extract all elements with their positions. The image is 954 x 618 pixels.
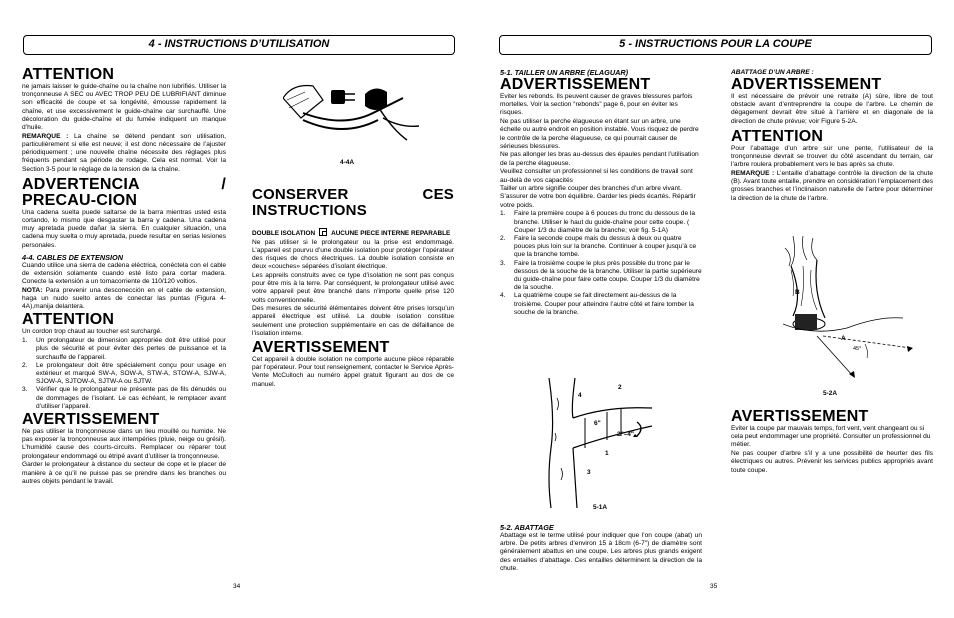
list-item [500,292,702,317]
extension-cord-illustration [283,78,423,158]
attention-heading: ATTENTION [731,127,824,145]
body-text: Una cadena suelta puede saltarse de la barra mientras usted esta cortando, lo mismo que desgastar la barra y cadena. Una cadena muy apretada puede dañar la sierra. En cualquier situación, una cadena muy suelta o muy apretada, puede resultar en serias lesiones personales. [22,208,226,249]
list-item [500,235,702,260]
list-number: 1. [22,337,28,345]
figure-number: 2 [618,384,622,391]
list-text: Le prolongateur doit être spécialement conçu pour usage en extérieur et marqué SW-A, SOW-A, STW-A, STOW-A, SJW-A, SJOW-A, SJTOW-A, SJTW-A ou SJTW. [36,361,226,386]
conserver-heading: CONSERVER CES INSTRUCTIONS [252,186,454,219]
remark-label: REMARQUE : [731,169,775,177]
body-text: Des mesures de sécurité élémentaires doivent être prises lorsqu’un appareil électrique est utilisé. La double isolation constitue seulement une protection supplémentaire en cas de défaillance de l’isolation interne. [252,305,454,337]
subsection-heading: ABATTAGE D’UN ARBRE : [731,69,814,76]
figure-letter: B [795,289,800,296]
branch-cutting-illustration [537,378,657,508]
body-text: Eviter les rebonds. Ils peuvent causer de graves blessures parfois mortelles. Voir la section “rebonds” page 6, pour en éviter les risques. [500,93,693,117]
body-text: Ne pas allonger les bras au-dessus des épaules pendant l’utilisation de la perche élagueuse. [500,151,699,167]
attention-heading: ATTENTION [22,311,115,329]
figure-caption: 5-2A [823,390,838,397]
body-text: Un cordon trop chaud au toucher est surchargé. [22,328,163,336]
left-column-2 [252,186,454,389]
list-item [22,386,226,411]
body-text: Les appreils construits avec ce type d’isolation ne sont pas conçus pour être mis à la terre. Par conséquent, le prolongateur utilisé avec votre appareil peut être branché dans n’importe quelle prise 120 volts conventionnelle. [252,271,454,304]
right-column-2-bottom [731,408,933,475]
note-text: Para prevenir una desconección en el cable de extension, haga un nudo suelto antes de conectar las puntas (Figura 4-4A),manija delantera. [22,286,226,311]
figure-dimension: 2"–4" [617,431,635,438]
remark-paragraph [731,170,933,203]
body-text: Il est nécessaire de prévoir une retraite (A) sûre, libre de tout obstacle avant d’entreprendre la coupe de l’arbre. Le chemin de dégagement devrait être situé à l’arrière et en diagonale de la direction de chute prévue; voir Figure 5-2A. [731,93,933,125]
tree-felling-illustration [783,236,923,386]
subsection-heading: 5-1. TAILLER UN ARBRE (ELAGUAR) [500,68,629,77]
right-column-1-bottom [500,520,702,574]
list-text: Faire la première coupe à 6 pouces du tronc du dessous de la branche. Utiliser le haut du guide-chaîne pour cette coupe. ( Couper 1/3 du diamètre de la branche; voir fig. 5-1A) [514,210,696,234]
warning-heading: ADVERTISSEMENT [731,76,882,93]
list-text: Faire la seconde coupe mais du dessus à deux ou quatre pouces plus loin sur la branche. Continuer à couper jusqu’à ce que la branche tombe. [514,234,697,259]
body-text: Garder le prolongateur à distance du secteur de cope et le placer de manière à ce qu’il ne puisse pas se prendre dans les branches ou autres objets pendant le travail. [22,461,226,485]
subsection-heading: 4-4. CABLES DE EXTENSION [22,252,123,262]
note-label: NOTA: [22,286,43,294]
remark-text: La chaîne se détend pendant son utilisation, particulièrement si elle est neuve; il est donc nécessaire de l’ajuster périodiquement ; une nouvelle chaîne nécessite des réglages plus fréquents pendant sa période de rodage. Cela est normal. Voir la Section 3-5 pour le réglage de la tension de la chaîne. [22,132,226,173]
body-text: Veuillez consulter un professionnel si les conditions de travail sont au-delà de vos capacités [500,168,693,184]
list-text: Un prolongateur de dimension appropriée doit être utilisé pour plus de sécurité et pour éviter des pertes de puissance et la surchauffe de l’appareil. [36,337,226,361]
warning-heading: AVERTISSEMENT [22,411,160,428]
body-text: Abattage est le terme utilisé pour indiquer que l’on coupe (abat) un arbre. De petits arbres d’environ 15 à 18cm (6-7") de diamètre sont généralement abattus en une coupe. Les arbres plus grands exigent des entailles d’abattage. Ces entailles déterminent la direction de la chute. [500,532,702,572]
list-text: Vérifier que le prolongateur ne présente pas de fils dénudés ou de dommages de l’isolant. Le cas échéant, le remplacer avant d’utiliser l’appareil. [36,386,226,410]
body-text: Pour l’abattage d’un arbre sur une pente, l’utilisateur de la tronçonneuse devrait se trouver du côté ascendant du terrain, car l’arbre roulera probablement vers le bas après sa chute. [731,144,933,169]
list-number: 2. [500,234,506,242]
list-number: 3. [22,386,28,394]
double-insulation-header [252,228,454,239]
no-parts-label: AUCUNE PIECE INTERNE REPARABLE [331,230,451,237]
figure-dimension: 6" [594,420,601,427]
figure-number: 4 [578,392,582,399]
subsection-heading: 5-2. ABATTAGE [500,523,554,532]
section-header: 5 - INSTRUCTIONS POUR LA COUPE [499,35,932,55]
figure-letter: A [841,335,846,342]
body-text: Ne pas utiliser la perche élagueuse en étant sur un arbre, une échelle ou autre endroit en position instable. Vous risquez de perdre le contrôle de la perche élagueuse, ce qui pourrait causer de sérieuses blessures. [500,118,699,150]
list-number: 4. [500,292,506,300]
list-text: La quatrième coupe se fait directement au-dessus de la troisième. Couper pour atteindre l’autre côté et faire tomber la souche de la branche. [514,292,694,316]
list-number: 1. [500,210,506,218]
right-page [477,0,954,618]
body-text: Ne pas utiliser si le prolongateur ou la prise est endommagé. L’appareil est pourvu d’une double isolation pour protéger l’opérateur des risques de chocs électriques. La double isolation consiste en deux «couches» séparées d’isolant électrique. [252,238,454,271]
figure-caption: 4-4A [340,159,355,166]
body-text: ne jamais laisser le guide-chaîne ou la chaîne non lubrifiés. Utiliser la tronçonneuse A SEC ou AVEC TROP PEU DE LUBRIFIANT diminue son efficacité de coupe et sa longévité, émousse rapidement la chaîne, et use excessivement le guide-chaîne car surchauffé. Une décoloration du guide-chaîne et du fumée indiquent un manque d’huile. [22,83,226,132]
remark-text: L’entaille d’abattage contrôle la direction de la chute (B). Avant toute entaille, prendre en considération l’emplacement des grosses branches et l’inclinaison naturelle de l’arbre pour déterminer la direction de la chute de l’arbre. [731,169,933,202]
body-text: Ne pas utiliser la tronçonneuse dans un lieu mouillé ou humide. Ne pas exposer la tronçonneuse aux intempéries (pluie, neige ou grésil). L’humidité cause des courts-circuits. Remplacer ou réparer tout prolongateur endommagé ou étripé avant d’utiliser la tronçonneuse. [22,428,226,460]
double-insulation-icon [319,228,327,236]
page-number: 34 [233,583,241,590]
figure-number: 3 [587,469,591,476]
body-text: Ne pas couper d’arbre s’il y a une possibilité de heurter des fils électriques ou autres. Prévenir les services publics appropriés avant toute coupe. [731,450,933,474]
right-column-2 [731,68,933,203]
figure-angle: 45° [853,346,862,352]
body-text: Cuando utilice una sierra de cadena eléctrica, conéctela con el cable de extensión solamente cuando esté listo para cortar madera. Conecte la extensión a un tomacorriente de 110/120 voltios. [22,261,226,286]
body-text: Eviter la coupe par mauvais temps, fort vent, vent changeant ou si cela peut endommager une propriété. Consulter un professionnel du métier. [731,425,931,449]
body-text: Cet appareil à double isolation ne comporte aucune pièce réparable par l’opérateur. Pour tout renseignement, contacter le Service Après-Vente McCulloch au numéro àppel gratuit figurant au dos de ce manuel. [252,356,454,388]
body-text: Tailler un arbre signifie couper des branches d’un arbre vivant. S’assurer de votre bon équilibre. Garder les pieds écartés. Répartir votre poids. [500,185,696,209]
figure-number: 1 [605,450,609,457]
list-item [22,362,226,387]
note-paragraph [22,287,226,312]
list-number: 3. [500,259,506,267]
advertencia-heading: ADVERTENCIA / PRECAU-CION [22,175,226,209]
page-number: 35 [710,583,718,590]
warning-heading: ADVERTISSEMENT [500,76,651,93]
list-number: 2. [22,361,28,369]
list-item [500,210,702,235]
right-column-1 [500,68,702,317]
warning-heading: AVERTISSEMENT [731,408,869,425]
figure-caption: 5-1A [593,504,608,511]
section-header: 4 - INSTRUCTIONS D’UTILISATION [23,35,455,55]
attention-heading: ATTENTION [22,66,115,83]
remark-label: REMARQUE : [22,132,69,140]
double-insulation-label: DOUBLE ISOLATION [252,230,316,237]
list-item [22,337,226,362]
warning-heading: AVERTISSEMENT [252,339,390,357]
remark-paragraph [22,133,226,174]
list-item [500,260,702,293]
list-text: Faire la troisième coupe le plus près possible du tronc par le dessous de la souche de la branche. Utiliser la partie supérieure du guide-chaîne pour faire cette coupe. Couper 1/3 du diamètre de la souche. [514,259,702,292]
left-column-1 [22,66,226,486]
